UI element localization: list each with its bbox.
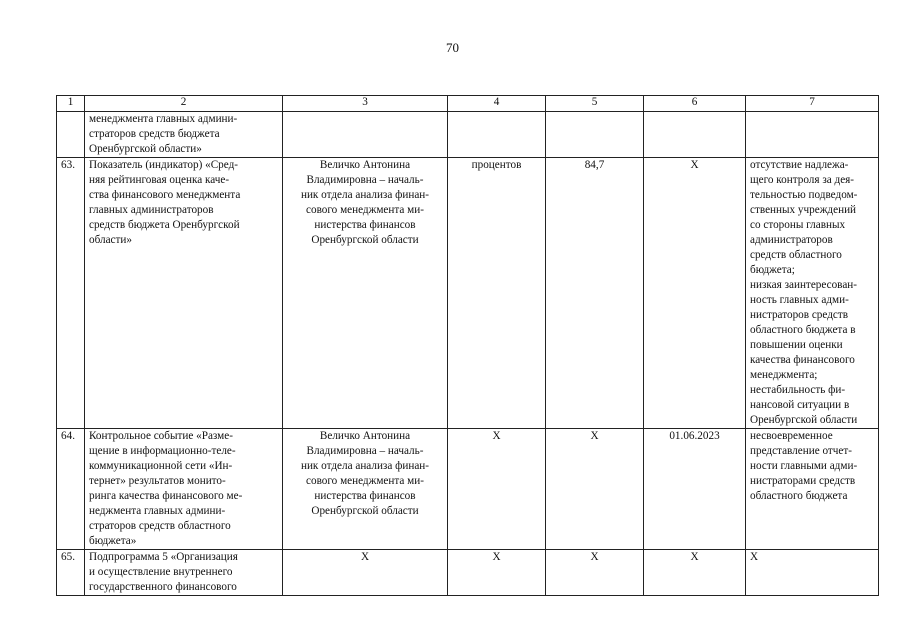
responsible-person-line: сового менеджмента ми- (306, 204, 424, 216)
responsible-person (283, 158, 448, 429)
risk-description-line: средств областного (750, 249, 842, 261)
responsible-person-line: Владимировна – началь- (306, 174, 424, 186)
indicator-name (85, 158, 283, 429)
risk-description-line: низкая заинтересован- (750, 279, 857, 291)
risk-description-line: нистраторами средств (750, 475, 856, 487)
row-number: 65. (57, 550, 85, 596)
risk-description (746, 112, 879, 158)
responsible-person-line: Величко Антонина (319, 159, 411, 171)
row-number: 64. (57, 429, 85, 550)
indicator-name-line: Контрольное событие «Разме- (89, 430, 233, 442)
risk-description-line: областного бюджета в (750, 324, 856, 336)
risk-description-line: нансовой ситуации в (750, 399, 850, 411)
indicator-name-line: щение в информационно-теле- (89, 445, 236, 457)
risk-description-line: отсутствие надлежа- (750, 159, 849, 171)
responsible-person (283, 429, 448, 550)
indicator-name-line: государственного финансового (89, 581, 237, 593)
risk-description (746, 429, 879, 550)
header-col-5: 5 (546, 96, 644, 112)
indicator-name (85, 550, 283, 596)
completion-date: X (644, 550, 746, 596)
indicator-name-line: ства финансового менеджмента (89, 189, 241, 201)
page-number: 70 (446, 40, 459, 55)
indicator-name-line: коммуникационной сети «Ин- (89, 460, 233, 472)
risk-description-line: тельностью подведом- (750, 189, 858, 201)
header-col-3: 3 (283, 96, 448, 112)
risk-description-line: менеджмента; (750, 369, 818, 381)
risk-description-line: администраторов (750, 234, 833, 246)
risk-description-line: повышении оценки (750, 339, 843, 351)
header-col-2: 2 (85, 96, 283, 112)
responsible-person-line: Оренбургской области (311, 234, 419, 246)
risk-description-line: областного бюджета (750, 490, 848, 502)
indicator-name (85, 112, 283, 158)
indicator-name-line: и осуществление внутреннего (89, 566, 233, 578)
risk-description-line: ность главных адми- (750, 294, 849, 306)
risk-description-line: ности главными адми- (750, 460, 858, 472)
risk-description (746, 158, 879, 429)
indicator-name-line: главных администраторов (89, 204, 214, 216)
header-col-4: 4 (448, 96, 546, 112)
unit-of-measure: X (448, 429, 546, 550)
indicator-name-line: Показатель (индикатор) «Сред- (89, 159, 238, 171)
indicator-name (85, 429, 283, 550)
indicator-name-line: области» (89, 234, 132, 246)
planned-value: X (546, 550, 644, 596)
indicator-name-line: няя рейтинговая оценка каче- (89, 174, 230, 186)
unit-of-measure (448, 112, 546, 158)
responsible-person-line: ник отдела анализа финан- (300, 189, 430, 201)
completion-date: 01.06.2023 (644, 429, 746, 550)
row-number (57, 112, 85, 158)
responsible-person-line: сового менеджмента ми- (306, 475, 424, 487)
indicator-name-line: Оренбургской области» (89, 143, 202, 155)
responsible-person-line: нистерства финансов (314, 490, 416, 502)
header-col-6: 6 (644, 96, 746, 112)
table-row (57, 112, 879, 158)
risk-description-line: со стороны главных (750, 219, 846, 231)
responsible-person-line: нистерства финансов (314, 219, 416, 231)
header-col-1: 1 (57, 96, 85, 112)
risk-description-line: нистраторов средств (750, 309, 849, 321)
table-row (57, 429, 879, 550)
risk-description-line: щего контроля за дея- (750, 174, 855, 186)
indicator-name-line: тернет» результатов монито- (89, 475, 226, 487)
indicator-name-line: неджмента главных админи- (89, 505, 226, 517)
header-col-7: 7 (746, 96, 879, 112)
risk-description-line: представление отчет- (750, 445, 853, 457)
planned-value (546, 112, 644, 158)
unit-of-measure: X (448, 550, 546, 596)
indicator-name-line: менеджмента главных админи- (89, 113, 238, 125)
table-row (57, 158, 879, 429)
responsible-person (283, 550, 448, 596)
indicator-name-line: средств бюджета Оренбургской (89, 219, 240, 231)
responsible-person-line: X (360, 551, 370, 563)
responsible-person-line: ник отдела анализа финан- (300, 460, 430, 472)
risk-description-line: качества финансового (750, 354, 855, 366)
header-row (57, 96, 879, 112)
indicator-name-line: страторов средств областного (89, 520, 231, 532)
responsible-person-line: Оренбургской области (311, 505, 419, 517)
planned-value: X (546, 429, 644, 550)
planned-value: 84,7 (546, 158, 644, 429)
indicator-name-line: страторов средств бюджета (89, 128, 220, 140)
responsible-person-line: Владимировна – началь- (306, 445, 424, 457)
responsible-person-line: Величко Антонина (319, 430, 411, 442)
indicator-name-line: бюджета» (89, 535, 137, 547)
indicator-name-line: Подпрограмма 5 «Организация (89, 551, 238, 563)
indicator-name-line: ринга качества финансового ме- (89, 490, 243, 502)
unit-of-measure: процентов (448, 158, 546, 429)
responsible-person (283, 112, 448, 158)
risk-description-line: несвоевременное (750, 430, 833, 442)
table-row (57, 550, 879, 596)
completion-date: X (644, 158, 746, 429)
risk-description (746, 550, 879, 596)
risk-description-line: бюджета; (750, 264, 795, 276)
risk-description-line: Оренбургской области (750, 414, 858, 426)
risk-description-line: нестабильность фи- (750, 384, 846, 396)
document-table (56, 95, 879, 596)
completion-date (644, 112, 746, 158)
row-number: 63. (57, 158, 85, 429)
risk-description-line: X (750, 551, 759, 563)
risk-description-line: ственных учреждений (750, 204, 857, 216)
